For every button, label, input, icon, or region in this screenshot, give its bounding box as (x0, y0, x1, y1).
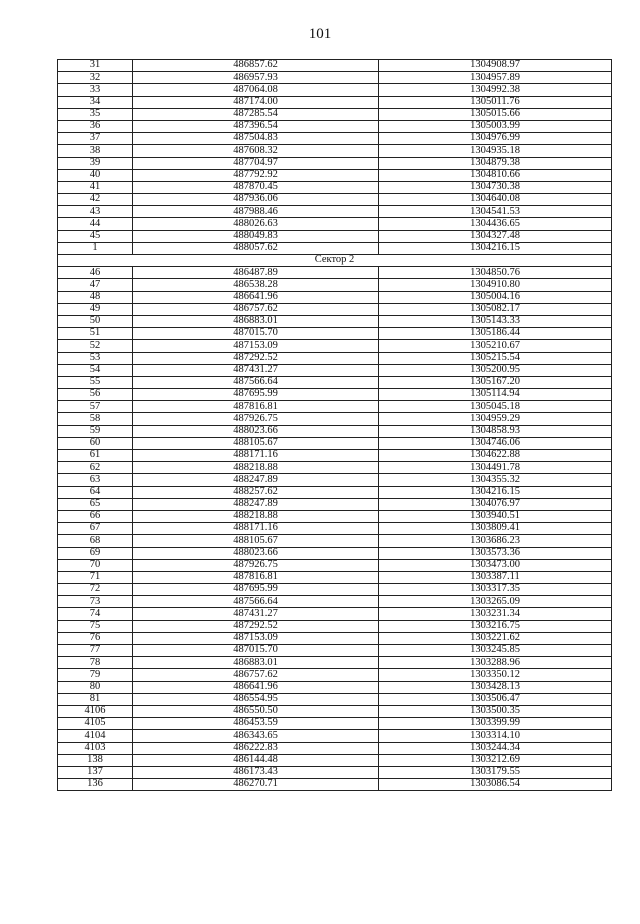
point-number-cell: 40 (58, 169, 133, 181)
table-row (58, 754, 612, 766)
point-number-cell: 62 (58, 462, 133, 474)
y-coordinate-cell: 1305200.95 (379, 364, 612, 376)
table-row (58, 718, 612, 730)
table-row (58, 510, 612, 522)
x-coordinate-cell: 487926.75 (133, 413, 379, 425)
x-coordinate-cell: 488218.88 (133, 510, 379, 522)
y-coordinate-cell: 1304858.93 (379, 425, 612, 437)
y-coordinate-cell: 1303314.10 (379, 730, 612, 742)
table-row (58, 230, 612, 242)
x-coordinate-cell: 487292.52 (133, 620, 379, 632)
table-row (58, 364, 612, 376)
y-coordinate-cell: 1304216.15 (379, 486, 612, 498)
table-row (58, 108, 612, 120)
x-coordinate-cell: 487566.64 (133, 596, 379, 608)
point-number-cell: 76 (58, 632, 133, 644)
x-coordinate-cell: 487015.70 (133, 328, 379, 340)
x-coordinate-cell: 487292.52 (133, 352, 379, 364)
table-row (58, 72, 612, 84)
table-row (58, 669, 612, 681)
x-coordinate-cell: 487792.92 (133, 169, 379, 181)
y-coordinate-cell: 1303809.41 (379, 523, 612, 535)
y-coordinate-cell: 1303216.75 (379, 620, 612, 632)
x-coordinate-cell: 488171.16 (133, 450, 379, 462)
point-number-cell: 67 (58, 523, 133, 535)
table-row (58, 547, 612, 559)
point-number-cell: 41 (58, 181, 133, 193)
y-coordinate-cell: 1303265.09 (379, 596, 612, 608)
table-row (58, 401, 612, 413)
table-row (58, 169, 612, 181)
y-coordinate-cell: 1304216.15 (379, 242, 612, 254)
table-row (58, 120, 612, 132)
point-number-cell: 55 (58, 376, 133, 388)
point-number-cell: 72 (58, 584, 133, 596)
table-row (58, 425, 612, 437)
y-coordinate-cell: 1303387.11 (379, 571, 612, 583)
x-coordinate-cell: 486757.62 (133, 669, 379, 681)
y-coordinate-cell: 1303350.12 (379, 669, 612, 681)
point-number-cell: 58 (58, 413, 133, 425)
x-coordinate-cell: 488023.66 (133, 547, 379, 559)
y-coordinate-cell: 1305167.20 (379, 376, 612, 388)
table-row (58, 352, 612, 364)
page-number: 101 (308, 26, 332, 42)
point-number-cell: 54 (58, 364, 133, 376)
x-coordinate-cell: 488023.66 (133, 425, 379, 437)
table-row (58, 608, 612, 620)
point-number-cell: 35 (58, 108, 133, 120)
point-number-cell: 61 (58, 450, 133, 462)
table-row (58, 303, 612, 315)
x-coordinate-cell: 487816.81 (133, 401, 379, 413)
table-row (58, 559, 612, 571)
y-coordinate-cell: 1304850.76 (379, 267, 612, 279)
table-row (58, 242, 612, 254)
table-row (58, 279, 612, 291)
x-coordinate-cell: 486757.62 (133, 303, 379, 315)
coordinates-table-body (58, 60, 612, 791)
table-row (58, 730, 612, 742)
table-row (58, 267, 612, 279)
point-number-cell: 34 (58, 96, 133, 108)
table-row (58, 632, 612, 644)
y-coordinate-cell: 1303473.00 (379, 559, 612, 571)
table-row (58, 96, 612, 108)
y-coordinate-cell: 1305114.94 (379, 389, 612, 401)
y-coordinate-cell: 1303399.99 (379, 718, 612, 730)
table-row (58, 145, 612, 157)
point-number-cell: 44 (58, 218, 133, 230)
point-number-cell: 32 (58, 72, 133, 84)
point-number-cell: 78 (58, 657, 133, 669)
point-number-cell: 4106 (58, 705, 133, 717)
y-coordinate-cell: 1303686.23 (379, 535, 612, 547)
point-number-cell: 52 (58, 340, 133, 352)
x-coordinate-cell: 486173.43 (133, 766, 379, 778)
table-row (58, 681, 612, 693)
point-number-cell: 36 (58, 120, 133, 132)
y-coordinate-cell: 1305143.33 (379, 315, 612, 327)
y-coordinate-cell: 1304436.65 (379, 218, 612, 230)
x-coordinate-cell: 487431.27 (133, 364, 379, 376)
point-number-cell: 42 (58, 194, 133, 206)
table-row (58, 766, 612, 778)
point-number-cell: 56 (58, 389, 133, 401)
x-coordinate-cell: 486538.28 (133, 279, 379, 291)
y-coordinate-cell: 1304491.78 (379, 462, 612, 474)
x-coordinate-cell: 488247.89 (133, 474, 379, 486)
x-coordinate-cell: 488247.89 (133, 498, 379, 510)
x-coordinate-cell: 486641.96 (133, 681, 379, 693)
table-row (58, 498, 612, 510)
table-row (58, 705, 612, 717)
y-coordinate-cell: 1303573.36 (379, 547, 612, 559)
table-row (58, 742, 612, 754)
point-number-cell: 65 (58, 498, 133, 510)
y-coordinate-cell: 1303506.47 (379, 693, 612, 705)
table-row (58, 462, 612, 474)
table-row (58, 84, 612, 96)
y-coordinate-cell: 1304935.18 (379, 145, 612, 157)
point-number-cell: 43 (58, 206, 133, 218)
y-coordinate-cell: 1304959.29 (379, 413, 612, 425)
x-coordinate-cell: 487015.70 (133, 645, 379, 657)
table-row (58, 486, 612, 498)
point-number-cell: 31 (58, 60, 133, 72)
table-row (58, 218, 612, 230)
y-coordinate-cell: 1304976.99 (379, 133, 612, 145)
table-row (58, 389, 612, 401)
table-row (58, 535, 612, 547)
point-number-cell: 46 (58, 267, 133, 279)
point-number-cell: 77 (58, 645, 133, 657)
x-coordinate-cell: 486144.48 (133, 754, 379, 766)
y-coordinate-cell: 1304910.80 (379, 279, 612, 291)
y-coordinate-cell: 1304908.97 (379, 60, 612, 72)
x-coordinate-cell: 487608.32 (133, 145, 379, 157)
point-number-cell: 38 (58, 145, 133, 157)
point-number-cell: 138 (58, 754, 133, 766)
table-row (58, 315, 612, 327)
y-coordinate-cell: 1303086.54 (379, 779, 612, 791)
y-coordinate-cell: 1305011.76 (379, 96, 612, 108)
x-coordinate-cell: 487936.06 (133, 194, 379, 206)
y-coordinate-cell: 1305004.16 (379, 291, 612, 303)
x-coordinate-cell: 487396.54 (133, 120, 379, 132)
table-row (58, 779, 612, 791)
point-number-cell: 70 (58, 559, 133, 571)
x-coordinate-cell: 487704.97 (133, 157, 379, 169)
table-row (58, 584, 612, 596)
y-coordinate-cell: 1305210.67 (379, 340, 612, 352)
table-row (58, 657, 612, 669)
point-number-cell: 33 (58, 84, 133, 96)
point-number-cell: 74 (58, 608, 133, 620)
point-number-cell: 45 (58, 230, 133, 242)
x-coordinate-cell: 487988.46 (133, 206, 379, 218)
x-coordinate-cell: 487870.45 (133, 181, 379, 193)
point-number-cell: 4104 (58, 730, 133, 742)
point-number-cell: 48 (58, 291, 133, 303)
point-number-cell: 39 (58, 157, 133, 169)
x-coordinate-cell: 487174.00 (133, 96, 379, 108)
table-row (58, 437, 612, 449)
x-coordinate-cell: 488026.63 (133, 218, 379, 230)
point-number-cell: 81 (58, 693, 133, 705)
point-number-cell: 63 (58, 474, 133, 486)
point-number-cell: 64 (58, 486, 133, 498)
y-coordinate-cell: 1304541.53 (379, 206, 612, 218)
table-row (58, 133, 612, 145)
table-row (58, 645, 612, 657)
section-title: Сектор 2 (58, 255, 612, 267)
table-row (58, 413, 612, 425)
x-coordinate-cell: 486883.01 (133, 315, 379, 327)
y-coordinate-cell: 1303221.62 (379, 632, 612, 644)
point-number-cell: 66 (58, 510, 133, 522)
x-coordinate-cell: 488105.67 (133, 535, 379, 547)
x-coordinate-cell: 487566.64 (133, 376, 379, 388)
table-row (58, 60, 612, 72)
point-number-cell: 53 (58, 352, 133, 364)
point-number-cell: 60 (58, 437, 133, 449)
y-coordinate-cell: 1303179.55 (379, 766, 612, 778)
table-row (58, 157, 612, 169)
table-row (58, 376, 612, 388)
x-coordinate-cell: 488057.62 (133, 242, 379, 254)
y-coordinate-cell: 1303231.34 (379, 608, 612, 620)
y-coordinate-cell: 1303500.35 (379, 705, 612, 717)
y-coordinate-cell: 1304746.06 (379, 437, 612, 449)
y-coordinate-cell: 1304327.48 (379, 230, 612, 242)
x-coordinate-cell: 487153.09 (133, 632, 379, 644)
table-row (58, 291, 612, 303)
x-coordinate-cell: 486554.95 (133, 693, 379, 705)
y-coordinate-cell: 1305186.44 (379, 328, 612, 340)
x-coordinate-cell: 486222.83 (133, 742, 379, 754)
y-coordinate-cell: 1304957.89 (379, 72, 612, 84)
y-coordinate-cell: 1304992.38 (379, 84, 612, 96)
y-coordinate-cell: 1303317.35 (379, 584, 612, 596)
x-coordinate-cell: 487285.54 (133, 108, 379, 120)
y-coordinate-cell: 1304076.97 (379, 498, 612, 510)
x-coordinate-cell: 487926.75 (133, 559, 379, 571)
table-row (58, 474, 612, 486)
x-coordinate-cell: 486270.71 (133, 779, 379, 791)
x-coordinate-cell: 487816.81 (133, 571, 379, 583)
x-coordinate-cell: 488105.67 (133, 437, 379, 449)
x-coordinate-cell: 486550.50 (133, 705, 379, 717)
x-coordinate-cell: 486883.01 (133, 657, 379, 669)
y-coordinate-cell: 1304879.38 (379, 157, 612, 169)
x-coordinate-cell: 487153.09 (133, 340, 379, 352)
x-coordinate-cell: 486957.93 (133, 72, 379, 84)
point-number-cell: 4103 (58, 742, 133, 754)
y-coordinate-cell: 1305045.18 (379, 401, 612, 413)
point-number-cell: 137 (58, 766, 133, 778)
point-number-cell: 59 (58, 425, 133, 437)
x-coordinate-cell: 487504.83 (133, 133, 379, 145)
table-row (58, 693, 612, 705)
x-coordinate-cell: 488218.88 (133, 462, 379, 474)
point-number-cell: 49 (58, 303, 133, 315)
table-row (58, 340, 612, 352)
y-coordinate-cell: 1304810.66 (379, 169, 612, 181)
x-coordinate-cell: 487064.08 (133, 84, 379, 96)
y-coordinate-cell: 1305215.54 (379, 352, 612, 364)
point-number-cell: 80 (58, 681, 133, 693)
table-row (58, 571, 612, 583)
table-row (58, 194, 612, 206)
y-coordinate-cell: 1303212.69 (379, 754, 612, 766)
table-row (58, 523, 612, 535)
point-number-cell: 68 (58, 535, 133, 547)
x-coordinate-cell: 488049.83 (133, 230, 379, 242)
table-row (58, 620, 612, 632)
point-number-cell: 69 (58, 547, 133, 559)
y-coordinate-cell: 1303288.96 (379, 657, 612, 669)
x-coordinate-cell: 488171.16 (133, 523, 379, 535)
point-number-cell: 71 (58, 571, 133, 583)
section-header-row (58, 255, 612, 267)
table-row (58, 450, 612, 462)
y-coordinate-cell: 1303245.85 (379, 645, 612, 657)
x-coordinate-cell: 486343.65 (133, 730, 379, 742)
y-coordinate-cell: 1304622.88 (379, 450, 612, 462)
x-coordinate-cell: 486453.59 (133, 718, 379, 730)
point-number-cell: 51 (58, 328, 133, 340)
y-coordinate-cell: 1303244.34 (379, 742, 612, 754)
y-coordinate-cell: 1304640.08 (379, 194, 612, 206)
table-row (58, 206, 612, 218)
x-coordinate-cell: 487431.27 (133, 608, 379, 620)
point-number-cell: 136 (58, 779, 133, 791)
x-coordinate-cell: 487695.99 (133, 389, 379, 401)
y-coordinate-cell: 1303940.51 (379, 510, 612, 522)
coordinates-table (57, 59, 612, 791)
table-row (58, 596, 612, 608)
point-number-cell: 4105 (58, 718, 133, 730)
point-number-cell: 50 (58, 315, 133, 327)
y-coordinate-cell: 1304355.32 (379, 474, 612, 486)
point-number-cell: 47 (58, 279, 133, 291)
x-coordinate-cell: 487695.99 (133, 584, 379, 596)
y-coordinate-cell: 1305015.66 (379, 108, 612, 120)
point-number-cell: 75 (58, 620, 133, 632)
point-number-cell: 37 (58, 133, 133, 145)
y-coordinate-cell: 1304730.38 (379, 181, 612, 193)
point-number-cell: 57 (58, 401, 133, 413)
table-row (58, 328, 612, 340)
x-coordinate-cell: 486487.89 (133, 267, 379, 279)
table-row (58, 181, 612, 193)
x-coordinate-cell: 486641.96 (133, 291, 379, 303)
point-number-cell: 1 (58, 242, 133, 254)
x-coordinate-cell: 486857.62 (133, 60, 379, 72)
x-coordinate-cell: 488257.62 (133, 486, 379, 498)
y-coordinate-cell: 1305003.99 (379, 120, 612, 132)
y-coordinate-cell: 1305082.17 (379, 303, 612, 315)
y-coordinate-cell: 1303428.13 (379, 681, 612, 693)
point-number-cell: 79 (58, 669, 133, 681)
point-number-cell: 73 (58, 596, 133, 608)
